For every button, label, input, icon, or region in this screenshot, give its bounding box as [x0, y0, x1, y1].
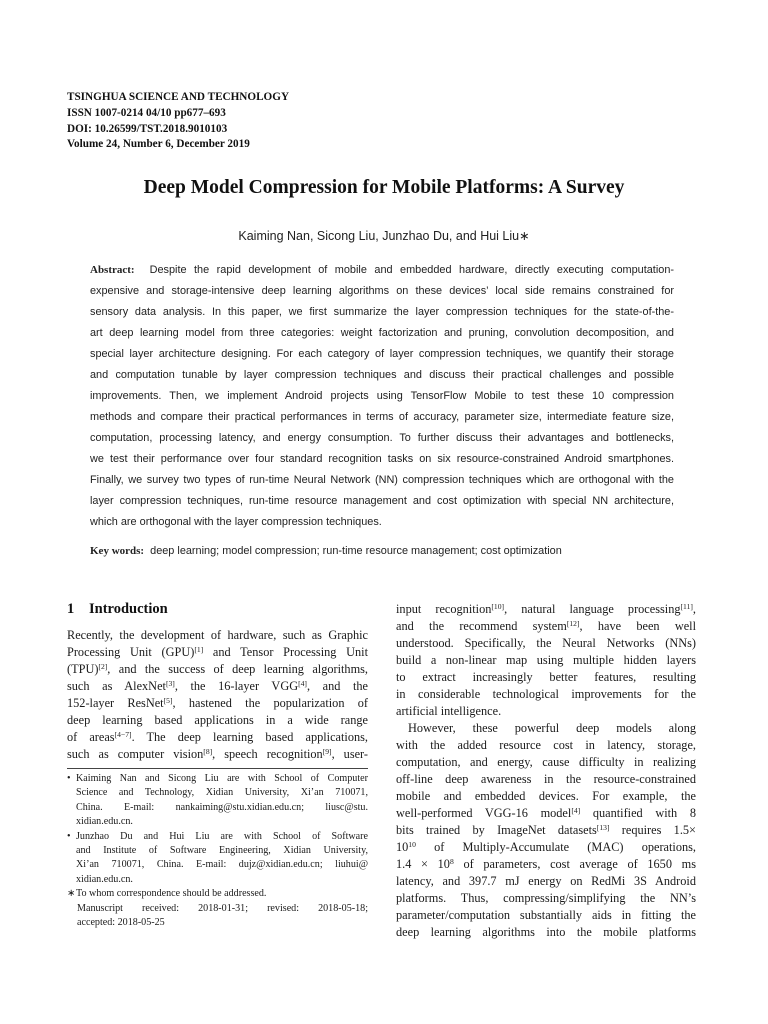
body-line: off-line deep awareness in the resource-constrained [396, 772, 696, 786]
bullet-icon: • [67, 830, 71, 842]
journal-header [67, 90, 289, 153]
footnote-line: ∗To whom correspondence should be addressed. [67, 887, 368, 901]
keywords-text: deep learning; model compression; run-time resource management; cost optimization [150, 545, 562, 557]
footnote-divider [67, 768, 368, 769]
exponent: 8 [449, 856, 454, 866]
body-line: such as computer vision[8], speech recognition[9], user- [67, 746, 368, 761]
footnote-line: Science and Technology, Xidian University, Xi’an 710071, [76, 787, 368, 799]
abstract-line: and computation tunable by layer compression techniques and discuss their practical challenges and possible [90, 369, 674, 381]
body-line: $1.4 \times 10^8$ of parameters, cost average of 1650 ms [396, 856, 696, 871]
footnotes [67, 772, 368, 930]
abstract-line: expensive and storage-intensive deep learning algorithms on these devices’ local side remains constrained for [90, 285, 674, 297]
body-line: $10^{10}$ of Multiply-Accumulate (MAC) operations, [396, 839, 696, 854]
left-column [67, 627, 368, 763]
body-line: deep learning algorithms into the mobile platforms [396, 925, 696, 939]
abstract-line: Abstract: Despite the rapid development of mobile and embedded hardware, directly executing computation- [90, 264, 674, 276]
body-line: bits trained by ImageNet datasets[13] requires 1.5× [396, 822, 696, 837]
body-line: latency, and 397.7 mJ energy on RedMi 3S Android [396, 874, 696, 888]
citation: [4] [571, 805, 581, 815]
asterisk-icon: ∗ [67, 888, 76, 900]
citation: [12] [566, 618, 580, 628]
citation: [1] [194, 644, 204, 654]
citation: [3] [165, 678, 175, 688]
body-line: However, these powerful deep models along [408, 721, 696, 735]
footnote-line: and Institute of Software Engineering, Xidian University, [76, 844, 368, 856]
citation: [8] [203, 746, 213, 756]
footnote-line: xidian.edu.cn. [76, 816, 133, 828]
footnote-line: Xi’an 710071, China. E-mail: dujz@xidian.edu.cn; liuhui@ [76, 859, 368, 871]
journal-name: TSINGHUA SCIENCE AND TECHNOLOGY [67, 91, 290, 103]
exponent: 10 [408, 839, 416, 849]
footnote-line: Manuscript received: 2018-01-31; revised: 2018-05-18; [77, 902, 368, 914]
abstract-line: sensory data analysis. In this paper, we first summarize the layer compression techniques for the state-of-the- [90, 306, 674, 318]
body-line: with the added resource cost in latency, storage, [396, 738, 696, 752]
body-line: build a non-linear map using multiple hidden layers [396, 653, 696, 667]
author-list: Kaiming Nan, Sicong Liu, Junzhao Du, and Hui Liu∗ [238, 229, 530, 243]
keywords-label: Key words: [90, 545, 145, 557]
body-line: well-performed VGG-16 model[4] quantified with 8 [396, 805, 696, 820]
keywords [90, 545, 562, 557]
footnote-line: • Kaiming Nan and Sicong Liu are with School of Computer [67, 772, 368, 786]
abstract-line: art deep learning model from three categories: weight factorization and pruning, convolution decomposition, and [90, 327, 674, 339]
footnote-line: • Junzhao Du and Hui Liu are with School of Software [67, 830, 368, 844]
right-column [396, 601, 696, 941]
paper-title: Deep Model Compression for Mobile Platforms: A Survey [143, 177, 625, 198]
body-line: platforms. Thus, compressing/simplifying the NN’s [396, 891, 696, 905]
footnote-line: accepted: 2018-05-25 [77, 916, 165, 928]
body-line: deep learning based applications in a wide range [67, 713, 368, 727]
citation: [4] [298, 678, 307, 688]
abstract-line: Finally, we survey two types of run-time Neural Network (NN) compression techniques which are orthogonal with the [90, 474, 674, 486]
body-line: understood. Specifically, the Neural Networks (NNs) [396, 636, 696, 650]
body-line: to extract increasingly better features, resulting [396, 670, 696, 684]
section-title: Introduction [89, 601, 168, 617]
citation: [2] [98, 661, 108, 671]
body-line: mobile and embedded devices. For example, the [396, 789, 696, 803]
body-line: parameter/computation substantially aids in fitting the [396, 908, 696, 922]
body-line: in considerable technological improvements for the [396, 687, 696, 701]
citation: [10] [491, 601, 505, 611]
abstract-label: Abstract: [90, 264, 135, 276]
abstract [90, 260, 674, 533]
body-line: 152-layer ResNet[5], hastened the popularization of [67, 695, 368, 710]
body-line: Processing Unit (GPU)[1] and Tensor Processing Unit [67, 644, 368, 659]
citation: [9] [322, 746, 332, 756]
body-line: input recognition[10], natural language processing[11], [396, 601, 696, 616]
citation: [5] [163, 695, 173, 705]
volume-line: Volume 24, Number 6, December 2019 [67, 138, 250, 151]
abstract-line: which are orthogonal with the layer compression techniques. [90, 516, 382, 528]
body-line: and the recommend system[12], have been well [396, 618, 696, 633]
citation: [13] [596, 822, 610, 832]
footnote-line: China. E-mail: nankaiming@stu.xidian.edu.cn; liusc@stu. [76, 801, 368, 813]
doi-line: DOI: 10.26599/TST.2018.9010103 [67, 122, 228, 135]
citation: [11] [680, 601, 693, 611]
abstract-line: layer compression techniques, run-time resource management and cost optimization with special NN architecture, [90, 495, 674, 507]
body-line: Recently, the development of hardware, such as Graphic [67, 628, 368, 642]
abstract-line: special layer architecture designing. For each category of layer compression techniques, we quantify their storage [90, 348, 674, 360]
abstract-line: methods and compare their practical performances in terms of accuracy, parameter size, intermediate feature size, [90, 411, 674, 423]
body-line: (TPU)[2], and the success of deep learning algorithms, [67, 661, 368, 676]
abstract-line: computation, processing latency, and energy consumption. To further discuss their advantages and bottlenecks, [90, 432, 674, 444]
section-number: 1 [67, 601, 75, 617]
abstract-line: improvements. Then, we implement Android projects using TensorFlow Mobile to test these 10 compression [90, 390, 674, 402]
body-line: computation, and energy, cause difficulty in realizing [396, 755, 696, 769]
section-heading [67, 601, 168, 618]
body-line: such as AlexNet[3], the 16-layer VGG[4], and the [67, 678, 368, 693]
abstract-line: we test their performance over four standard recognition tasks on six resource-constrained Android smartphones. [90, 453, 674, 465]
body-line: artificial intelligence. [396, 704, 502, 718]
footnote-line: xidian.edu.cn. [76, 873, 133, 885]
issn-line: ISSN 1007-0214 04/10 pp677–693 [67, 106, 226, 119]
citation: [4−7] [114, 729, 132, 739]
bullet-icon: • [67, 773, 71, 784]
body-line: of areas[4−7]. The deep learning based applications, [67, 729, 368, 744]
